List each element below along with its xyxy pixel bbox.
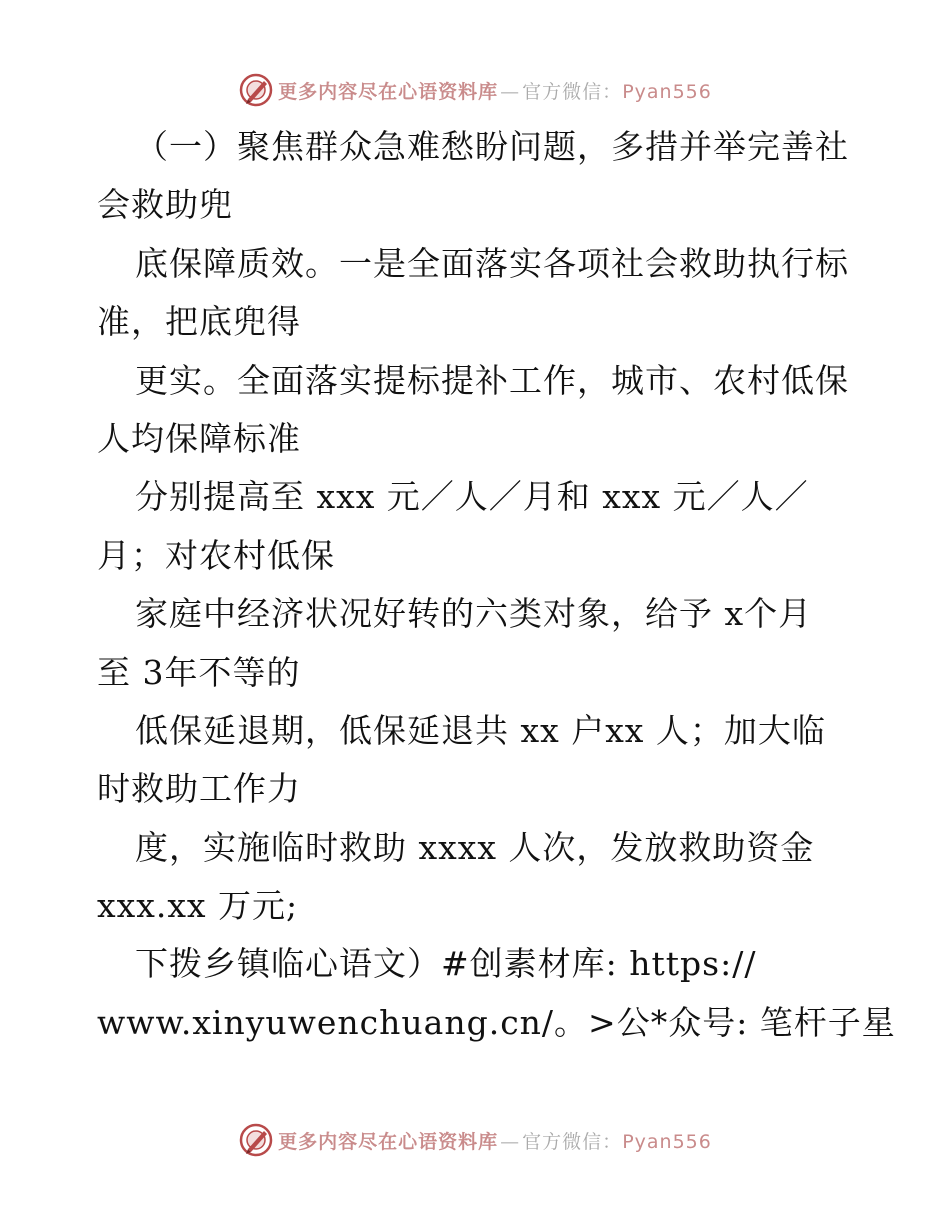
watermark-site-text: 更多内容尽在心语资料库 [278, 80, 499, 103]
body-line: （一）聚焦群众急难愁盼问题，多措并举完善社 [135, 127, 849, 166]
document-body [97, 118, 896, 1052]
body-line: 时救助工作力 [97, 769, 301, 809]
body-line: 低保延退期，低保延退共 xx 户xx 人；加大临 [135, 710, 826, 750]
body-line: www.xinyuwenchuang.cn/。>公*众号: 笔杆子星 [97, 1002, 896, 1042]
body-line: 人均保障标准 [97, 418, 301, 458]
watermark-label: 官方微信： [522, 1130, 623, 1153]
watermark-dash: — [500, 1130, 521, 1153]
body-line: xxx.xx 万元; [97, 886, 299, 926]
body-line: 家庭中经济状况好转的六类对象，给予 x个月 [135, 594, 813, 634]
watermark-dash: — [500, 80, 521, 103]
body-line: 准，把底兜得 [97, 302, 301, 342]
body-line: 会救助兜 [97, 185, 233, 225]
body-line: 分别提高至 xxx 元／人／月和 xxx 元／人／ [135, 477, 809, 517]
body-line: 度，实施临时救助 xxxx 人次，发放救助资金 [135, 827, 815, 867]
pen-logo-icon [238, 1122, 274, 1158]
watermark-wechat-id: Pyan556 [622, 80, 712, 103]
watermark-label: 官方微信： [522, 80, 623, 103]
body-line: 更实。全面落实提标提补工作，城市、农村低保 [135, 360, 849, 400]
watermark-site-text: 更多内容尽在心语资料库 [278, 1130, 499, 1153]
body-line: 下拨乡镇临心语文）#创素材库: https:// [135, 944, 757, 984]
pen-logo-icon [238, 72, 274, 108]
body-line: 底保障质效。一是全面落实各项社会救助执行标 [135, 243, 849, 283]
watermark-header [0, 70, 950, 110]
watermark-wechat-id: Pyan556 [622, 1130, 712, 1153]
body-line: 月；对农村低保 [97, 535, 335, 575]
body-line: 至 3年不等的 [97, 652, 301, 692]
watermark-footer [0, 1120, 950, 1160]
